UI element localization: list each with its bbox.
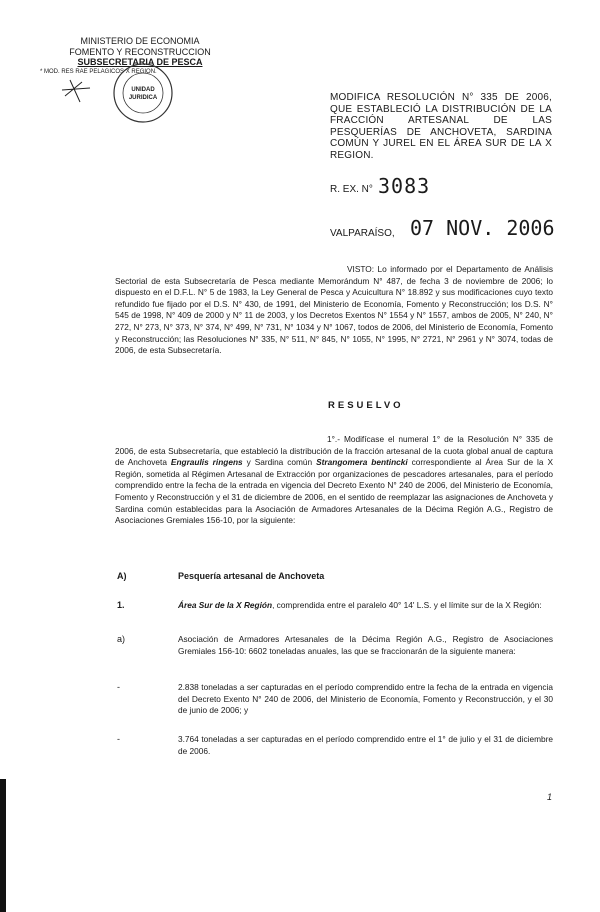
seal-word-2: JURIDICA xyxy=(128,95,158,101)
ministry-line: MINISTERIO DE ECONOMIA xyxy=(80,36,200,46)
item-1-description: , comprendida entre el paralelo 40° 14' L.S. y el límite sur de la X Región: xyxy=(272,600,542,610)
dash-1-label: - xyxy=(117,682,120,692)
article-1-text-b: y Sardina común xyxy=(242,457,317,468)
resolution-number: 3083 xyxy=(378,174,431,198)
ministry-line-2: FOMENTO Y RECONSTRUCCION xyxy=(69,46,211,57)
page-number: 1 xyxy=(547,792,553,802)
dash-2-text: 3.764 toneladas a ser capturadas en el período comprendido entre el 1° de julio y el 31 de diciembre de 2006. xyxy=(178,734,553,756)
item-1-text xyxy=(178,600,553,612)
article-1-paragraph xyxy=(115,434,553,527)
scan-edge-bar xyxy=(0,779,6,912)
section-a-label: A) xyxy=(117,571,127,581)
area-name: Área Sur de la X Región xyxy=(178,600,273,610)
city: VALPARAÍSO, xyxy=(330,228,395,239)
dash-2-label: - xyxy=(117,734,120,744)
sub-a-label: a) xyxy=(117,634,126,644)
article-1-text-a: 1°.- Modifícase el numeral 1° de la Resolución N° 335 de 2006, de esta Subsecretaría, que estableció la distribución de la fracción artesanal de la cuota global anual de captura de Anchoveta xyxy=(115,434,553,468)
sub-a-text: Asociación de Armadores Artesanales de la Décima Región A.G., Registro de Asociaciones Gremiales 156-10: 6602 toneladas anuales, las que se fraccionarán de la siguiente manera: xyxy=(178,634,553,656)
initial-mark xyxy=(60,76,100,106)
item-1-label: 1. xyxy=(117,600,125,610)
resolution-title: MODIFICA RESOLUCIÓN N° 335 DE 2006, QUE ESTABLECIÓ LA DISTRIBUCIÓN DE LA FRACCIÓN ARTESANAL DE LAS PESQUERÍAS DE ANCHOVETA, SARDINA COMÚN Y JUREL EN EL ÁREA SUR DE LA X REGION. xyxy=(330,92,552,161)
reference-line: * MOD. RES RAE PELAGICOS X REGION. xyxy=(40,68,157,75)
species-anchoveta: Engraulis ringens xyxy=(170,457,243,468)
visto-paragraph: VISTO: Lo informado por el Departamento de Análisis Sectorial de esta Subsecretaría de Pesca mediante Memorándum N° 487, de fecha 3 de noviembre de 2006; lo dispuesto en el D.F.L. N° 5 de 1983, la Ley General de Pesca y Acuicultura N° 18.892 y sus modificaciones cuyo texto refundido fue fijado por el D.S. N° 430, de 1991, del Ministerio de Economía, Fomento y Reconstrucción; los D.S. N° 545 de 1998, N° 409 de 2000 y N° 11 de 2003, y los Decretos Exentos N° 1554 y N° 1557, ambos de 2005, N° 240, N° 272, N° 273, N° 373, N° 374, N° 499, N° 731, N° 1034 y N° 1067, todos de 2006, del Ministerio de Economía, Fomento y Reconstrucción; las Resoluciones N° 335, N° 511, N° 845, N° 1055, N° 1995, N° 2721, N° 2961 y N° 3074, todas de 2006, de esta Subsecretaría. xyxy=(115,264,553,356)
subsecretaria-line: SUBSECRETARIA DE PESCA xyxy=(77,57,203,67)
article-1-text-c: correspondiente al Área Sur de la X Región, sometida al Régimen Artesanal de Extracción por organizaciones de pescadores artesanales, para el período comprendido entre la fecha de la entrada en vigencia del Decreto Exento N° 240 de 2006, del Ministerio de Economía, Fomento y Reconstrucción y el 31 de diciembre de 2006, en el sentido de reemplazar las asignaciones de Anchoveta y Sardina común establecidas para la Asociación de Armadores Artesanales de la Décima Región A.G., Registro de Asociaciones Gremiales 156-10, por la siguiente: xyxy=(115,457,554,526)
resuelvo-heading: RESUELVO xyxy=(328,400,404,411)
date-stamp: 07 NOV. 2006 xyxy=(410,216,555,240)
resolution-label: R. EX. N° xyxy=(330,184,373,195)
species-sardina: Strangomera bentincki xyxy=(316,457,408,468)
seal-word-1: UNIDAD xyxy=(131,87,155,93)
dash-1-text: 2.838 toneladas a ser capturadas en el período comprendido entre la fecha de la entrada en vigencia del Decreto Exento N° 240 de 2006, del Ministerio de Economía, Fomento y Reconstrucción, y el 30 de junio de 2006; y xyxy=(178,682,553,716)
section-a-title: Pesquería artesanal de Anchoveta xyxy=(178,571,325,581)
juridical-seal-stamp xyxy=(112,62,174,124)
